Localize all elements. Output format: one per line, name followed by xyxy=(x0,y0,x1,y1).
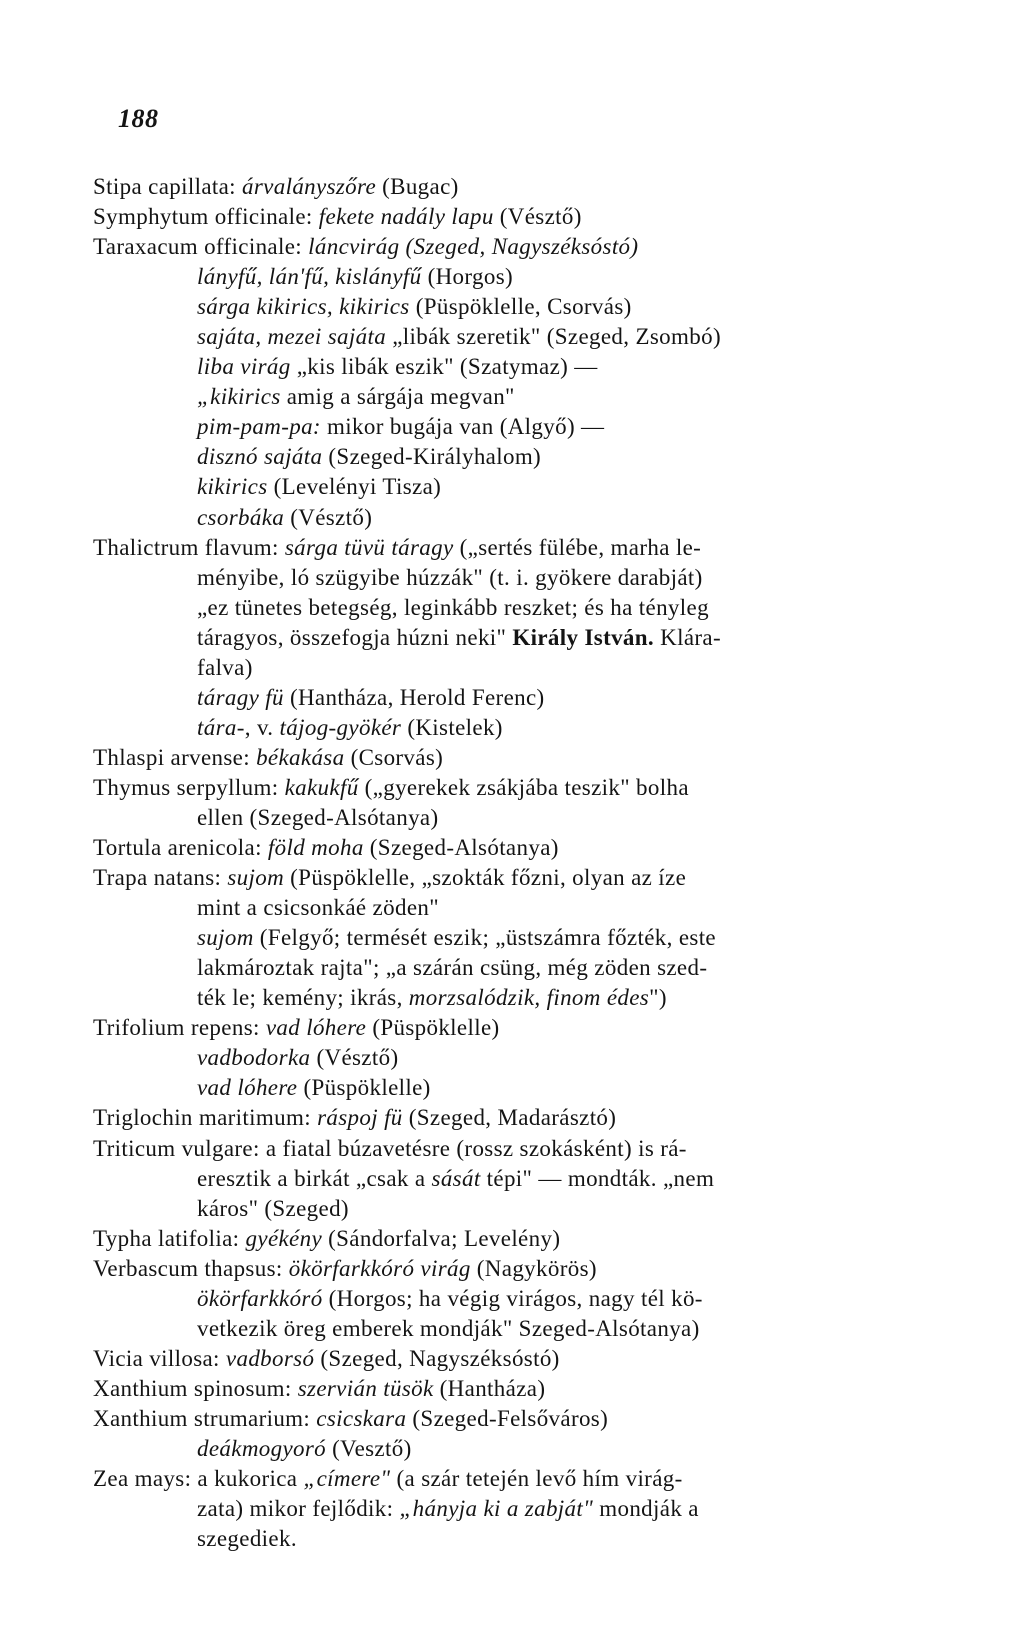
entry-line xyxy=(93,1374,893,1404)
entry-continuation-line xyxy=(93,983,893,1013)
line-text: mint a csicsonkáé zöden" xyxy=(197,895,439,921)
line-text: (Nagykörös) xyxy=(470,1255,597,1281)
line-text: Symphytum officinale: xyxy=(93,204,319,230)
line-text: (Levelényi Tisza) xyxy=(267,474,442,500)
entry-continuation-line xyxy=(93,803,893,833)
italic-term: táragy fü xyxy=(197,684,284,710)
line-text: Thymus serpyllum: xyxy=(93,774,285,800)
line-text: (Püspöklelle) xyxy=(297,1075,431,1101)
entry-continuation-line xyxy=(93,1164,893,1194)
entry-continuation-line xyxy=(93,1494,893,1524)
line-text: Klára- xyxy=(654,624,721,650)
line-text: (Hantháza, Herold Ferenc) xyxy=(283,684,545,710)
line-text: (Vésztő) xyxy=(310,1045,399,1071)
entry-line xyxy=(93,863,893,893)
line-text: mikor bugája van (Algyő) — xyxy=(320,414,605,440)
entry-continuation-line xyxy=(93,382,893,412)
entry-line xyxy=(93,1224,893,1254)
line-text: (Vésztő) xyxy=(284,504,373,530)
entry-continuation-line xyxy=(93,1284,893,1314)
line-text: Triticum vulgare: a fiatal búzavetésre (rossz szokásként) is rá- xyxy=(93,1135,687,1161)
entry-continuation-line xyxy=(93,1524,893,1554)
line-text: (Püspöklelle) xyxy=(366,1015,500,1041)
entry-continuation-line xyxy=(93,1194,893,1224)
entry-continuation-line xyxy=(93,1434,893,1464)
italic-term: lányfű, lán'fű, kislányfű xyxy=(197,264,422,290)
italic-term: vad lóhere xyxy=(197,1075,298,1101)
italic-term: sását xyxy=(431,1165,481,1191)
line-text: Taraxacum officinale: xyxy=(93,234,309,260)
italic-term: sujom xyxy=(197,925,254,951)
entry-continuation-line xyxy=(93,1073,893,1103)
entry-continuation-line xyxy=(93,953,893,983)
entry-continuation-line xyxy=(93,412,893,442)
entry-continuation-line xyxy=(93,653,893,683)
entry-line xyxy=(93,743,893,773)
italic-term: „kikirics xyxy=(197,384,281,410)
line-text: Verbascum thapsus: xyxy=(93,1255,289,1281)
line-text: falva) xyxy=(197,654,253,680)
entry-continuation-line xyxy=(93,503,893,533)
italic-term: ráspoj fü xyxy=(317,1105,403,1131)
line-text: zata) mikor fejlődik: xyxy=(197,1496,400,1522)
line-text: Zea mays: a kukorica xyxy=(93,1466,304,1492)
italic-term: disznó sajáta xyxy=(197,444,323,470)
italic-term: gyékény xyxy=(245,1225,323,1251)
entry-line xyxy=(93,202,893,232)
entry-continuation-line xyxy=(93,1314,893,1344)
line-text: (Sándorfalva; Levelény) xyxy=(322,1225,561,1251)
line-text: lakmároztak rajta"; „a szárán csüng, még zöden szed- xyxy=(197,955,708,981)
entry-continuation-line xyxy=(93,442,893,472)
italic-term: liba virág xyxy=(197,354,291,380)
entry-line xyxy=(93,172,893,202)
entry-line xyxy=(93,232,893,262)
entry-continuation-line xyxy=(93,683,893,713)
line-text: „libák szeretik" (Szeged, Zsombó) xyxy=(386,324,721,350)
line-text: Typha latifolia: xyxy=(93,1225,246,1251)
line-text: (Szeged-Királyhalom) xyxy=(322,444,542,470)
italic-term: láncvirág (Szeged, Nagyszéksóstó) xyxy=(308,234,639,260)
italic-term: sajáta, mezei sajáta xyxy=(197,324,387,350)
line-text: (Püspöklelle, Csorvás) xyxy=(409,294,632,320)
entry-line xyxy=(93,1013,893,1043)
italic-term: „hányja ki a zabját" xyxy=(399,1496,594,1522)
entry-continuation-line xyxy=(93,1043,893,1073)
italic-term: szervián tüsök xyxy=(297,1375,434,1401)
page-number: 188 xyxy=(118,104,159,133)
line-text: tépi" — mondták. „nem xyxy=(480,1165,715,1191)
line-text: (Szeged-Felsőváros) xyxy=(406,1405,609,1431)
entry-continuation-line xyxy=(93,623,893,653)
line-text: Vicia villosa: xyxy=(93,1345,226,1371)
line-text: szegediek. xyxy=(197,1526,297,1552)
line-text: táragyos, összefogja húzni neki" xyxy=(197,624,513,650)
italic-term: „címere" xyxy=(303,1466,391,1492)
line-text: mondják a xyxy=(593,1496,699,1522)
entry-line xyxy=(93,1103,893,1133)
italic-term: tájog-gyökér xyxy=(279,714,402,740)
entry-continuation-line xyxy=(93,713,893,743)
entry-continuation-line xyxy=(93,893,893,923)
entry-line xyxy=(93,1254,893,1284)
italic-term: vadbodorka xyxy=(197,1045,311,1071)
entry-line xyxy=(93,773,893,803)
italic-term: deákmogyoró xyxy=(197,1435,327,1461)
italic-term: sujom xyxy=(227,865,285,891)
line-text: (Szeged, Nagyszéksóstó) xyxy=(314,1345,560,1371)
line-text: (a szár tetején levő hím virág- xyxy=(390,1466,683,1492)
italic-term: csorbáka xyxy=(197,504,285,530)
line-text: (Hantháza) xyxy=(433,1375,546,1401)
entry-line xyxy=(93,1404,893,1434)
line-text: „kis libák eszik" (Szatymaz) — xyxy=(290,354,598,380)
italic-term: kikirics xyxy=(197,474,268,500)
italic-term: árvalányszőre xyxy=(242,174,377,199)
entry-line xyxy=(93,1134,893,1164)
line-text: káros" (Szeged) xyxy=(197,1195,349,1221)
entry-continuation-line xyxy=(93,472,893,502)
italic-term: tára- xyxy=(197,714,245,740)
line-text: (Kistelek) xyxy=(401,714,503,740)
line-text: amig a sárgája megvan" xyxy=(280,384,515,410)
line-text: (Vesztő) xyxy=(326,1435,412,1461)
italic-term: ökörfarkkóró xyxy=(197,1285,323,1311)
line-text: „ez tünetes betegség, leginkább reszket; és ha tényleg xyxy=(197,594,709,620)
italic-term: föld moha xyxy=(267,835,364,861)
line-text: („gyerekek zsákjába teszik" bolha xyxy=(358,774,689,800)
italic-term: sárga tüvü táragy xyxy=(284,534,454,560)
line-text: vetkezik öreg emberek mondják" Szeged-Alsótanya) xyxy=(197,1315,700,1341)
line-text: (Csorvás) xyxy=(344,744,444,770)
line-text: , v. xyxy=(244,714,280,740)
line-text: Thlaspi arvense: xyxy=(93,744,257,770)
line-text: (Szeged, Madarásztó) xyxy=(402,1105,617,1131)
line-text: (Püspöklelle, „szokták főzni, olyan az íze xyxy=(284,865,687,891)
line-text: Tortula arenicola: xyxy=(93,835,268,861)
italic-term: morzsalódzik, finom édes xyxy=(408,985,650,1011)
line-text: ellen (Szeged-Alsótanya) xyxy=(197,804,439,830)
italic-term: kakukfű xyxy=(284,774,359,800)
line-text: („sertés fülébe, marha le- xyxy=(453,534,702,560)
line-text: (Szeged-Alsótanya) xyxy=(363,835,559,861)
line-text: (Horgos; ha végig virágos, nagy tél kö- xyxy=(322,1285,703,1311)
italic-term: ökörfarkkóró virág xyxy=(288,1255,471,1281)
italic-term: csicskara xyxy=(316,1405,407,1431)
line-text: (Bugac) xyxy=(376,174,459,199)
line-text: ményibe, ló szügyibe húzzák" (t. i. gyökere darabját) xyxy=(197,564,703,590)
entry-continuation-line xyxy=(93,292,893,322)
italic-term: fekete nadály lapu xyxy=(318,204,494,230)
line-text: (Felgyő; termését eszik; „üstszámra főzték, este xyxy=(253,925,716,951)
entry-line xyxy=(93,533,893,563)
entry-continuation-line xyxy=(93,262,893,292)
line-text: (Horgos) xyxy=(421,264,514,290)
bold-name: Király István. xyxy=(512,624,655,650)
italic-term: sárga kikirics, kikirics xyxy=(197,294,410,320)
entry-line xyxy=(93,833,893,863)
entry-line xyxy=(93,1344,893,1374)
entry-continuation-line xyxy=(93,352,893,382)
entry-continuation-line xyxy=(93,563,893,593)
line-text: Xanthium strumarium: xyxy=(93,1405,317,1431)
line-text: Thalictrum flavum: xyxy=(93,534,285,560)
italic-term: vad lóhere xyxy=(265,1015,367,1041)
entry-continuation-line xyxy=(93,923,893,953)
italic-term: békakása xyxy=(256,744,345,770)
line-text: Stipa capillata: xyxy=(93,174,243,199)
italic-term: pim-pam-pa: xyxy=(197,414,321,440)
line-text: Triglochin maritimum: xyxy=(93,1105,318,1131)
entry-list xyxy=(93,172,893,1554)
line-text: Trapa natans: xyxy=(93,865,228,891)
entry-continuation-line xyxy=(93,322,893,352)
entry-continuation-line xyxy=(93,593,893,623)
line-text: eresztik a birkát „csak a xyxy=(197,1165,432,1191)
line-text: Xanthium spinosum: xyxy=(93,1375,298,1401)
line-text: ") xyxy=(649,985,667,1011)
entry-line xyxy=(93,1464,893,1494)
line-text: Trifolium repens: xyxy=(93,1015,266,1041)
line-text: ték le; kemény; ikrás, xyxy=(197,985,409,1011)
line-text: (Vésztő) xyxy=(493,204,582,230)
italic-term: vadborsó xyxy=(225,1345,315,1371)
